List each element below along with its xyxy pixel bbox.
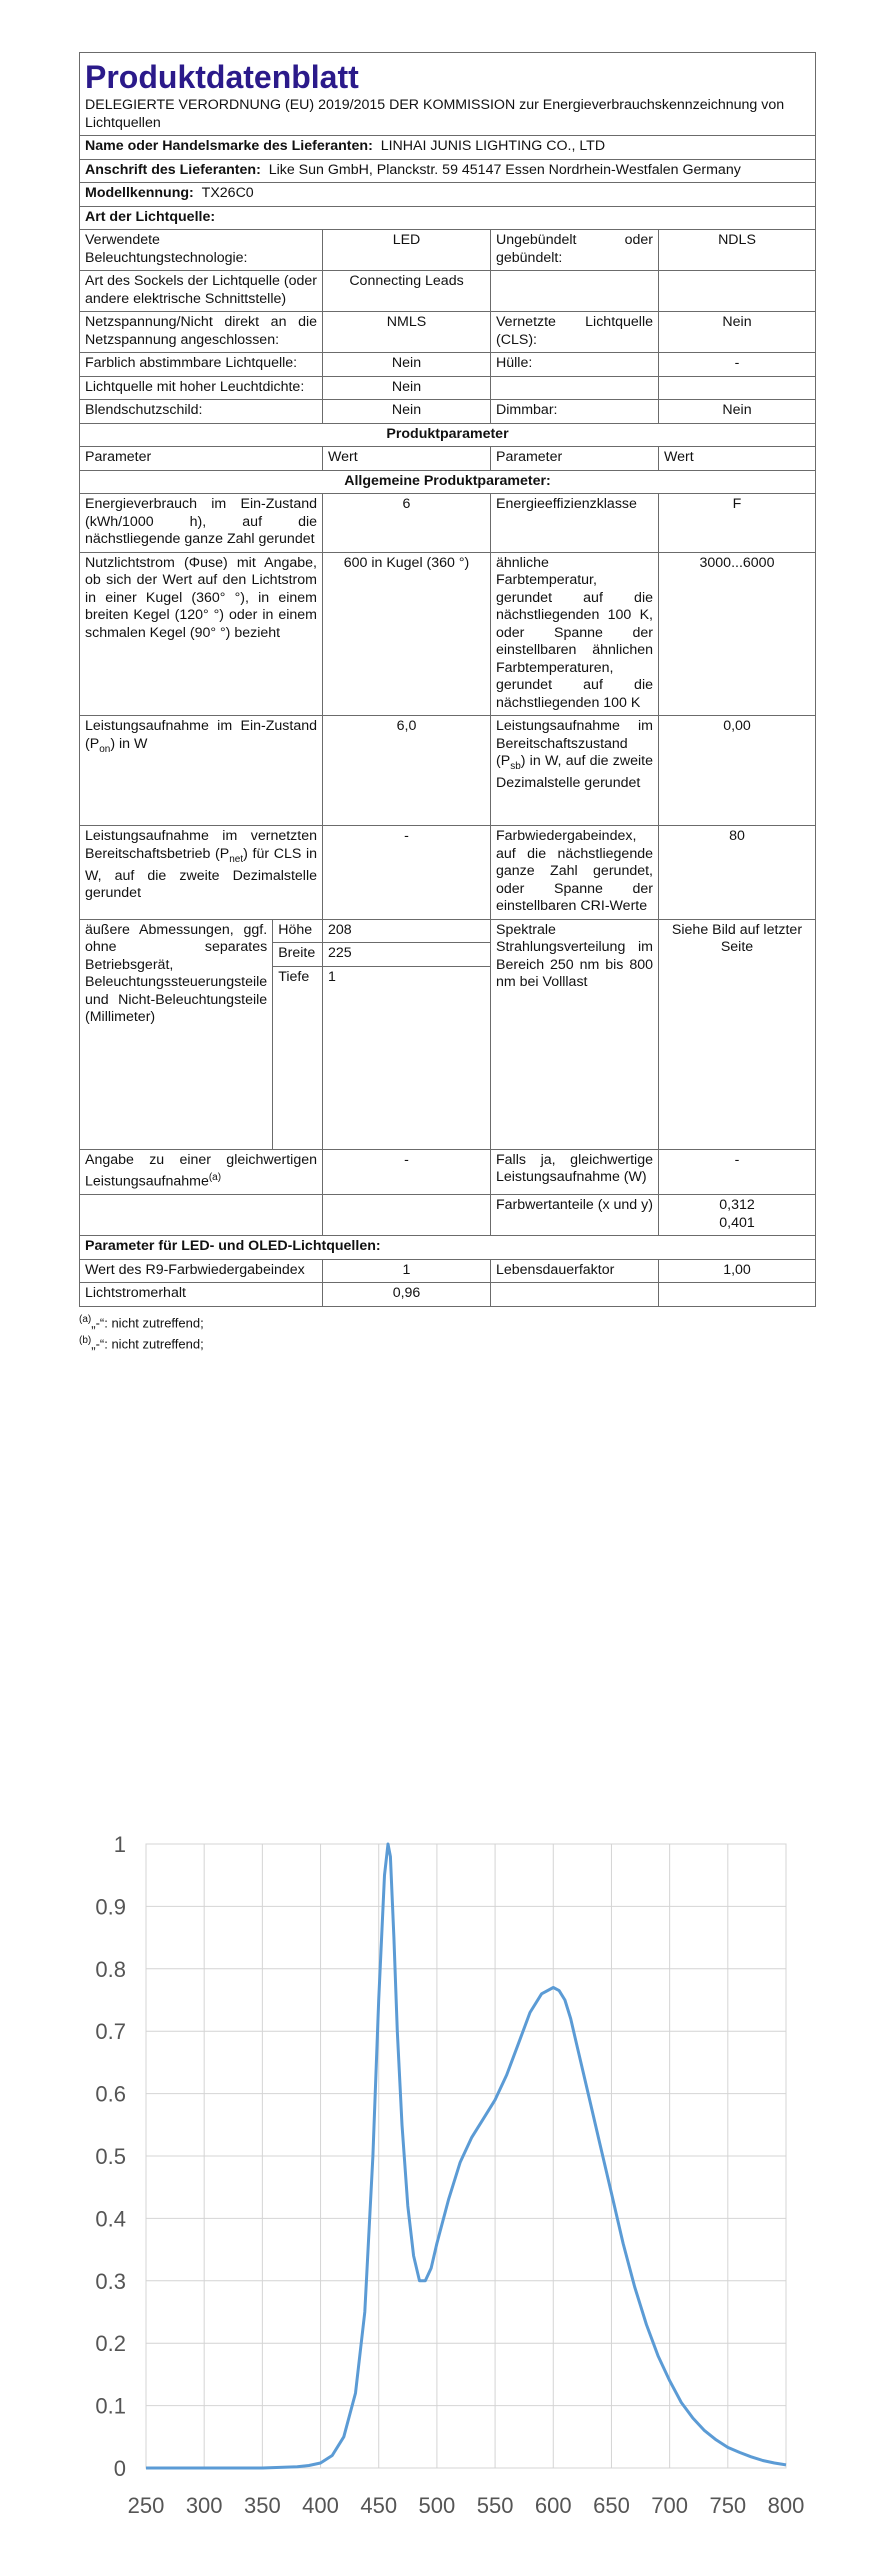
antiglare-label: Blendschutzschild: xyxy=(80,400,323,424)
chroma-label: Farbwertanteile (x und y) xyxy=(491,1195,659,1236)
mains-label: Netzspannung/Nicht direkt an die Netzspannung angeschlossen: xyxy=(80,312,323,353)
led-heading-row xyxy=(80,1236,816,1260)
eff-class-value: F xyxy=(659,494,816,553)
p-sb-label: Leistungsaufnahme im Bereitschaftszustand $(P_{sb})$ in W, auf die zweite Dezimalstelle gerundet xyxy=(491,716,659,826)
datasheet xyxy=(79,52,815,1353)
p-net-label: Leistungsaufnahme im vernetzten Bereitschaftsbetrieb $(P_{net})$ für CLS in W, auf die zweite Dezimalstelle gerundet xyxy=(80,826,323,920)
supplier-address-value: Like Sun GmbH, Planckstr. 59 45147 Essen Nordrhein-Westfalen Germany xyxy=(268,161,741,178)
flux-value: 600 in Kugel (360 °) xyxy=(323,552,491,716)
dimensions-cell xyxy=(80,919,323,1149)
r9-value: 1 xyxy=(323,1259,491,1283)
cri-label: Farbwiedergabeindex, auf die nächstliegende ganze Zahl gerundet, oder Spanne der einstellbaren CRI-Werte xyxy=(491,826,659,920)
height-label: Höhe xyxy=(273,920,322,943)
page-title: Produktdatenblatt xyxy=(85,59,359,95)
x-tick-label: 550 xyxy=(476,2493,514,2518)
high-luminance-label: Lichtquelle mit hoher Leuchtdichte: xyxy=(80,376,323,400)
table-row xyxy=(80,716,816,826)
y-tick-label: 0.6 xyxy=(95,2081,126,2107)
dimensions-table xyxy=(80,920,322,1149)
socket-label: Art des Sockels der Lichtquelle (oder andere elektrische Schnittstelle) xyxy=(80,271,323,312)
tech-value: LED xyxy=(323,230,491,271)
cls-value: Nein xyxy=(659,312,816,353)
table-row xyxy=(80,353,816,377)
table-row xyxy=(80,1259,816,1283)
tech-label: Verwendete Beleuchtungstechnologie: xyxy=(80,230,323,271)
cls-label: Vernetzte Lichtquelle (CLS): xyxy=(491,312,659,353)
light-source-heading-row xyxy=(80,206,816,230)
chroma-x-value: 0,312 xyxy=(719,1197,755,1214)
col-param-header-2: Parameter xyxy=(491,447,659,471)
high-luminance-value: Nein xyxy=(323,376,491,400)
spectral-distribution-chart xyxy=(0,1818,896,2560)
x-tick-label: 250 xyxy=(127,2493,165,2518)
table-row xyxy=(80,271,816,312)
x-tick-label: 500 xyxy=(418,2493,456,2518)
dimensions-label: äußere Abmessungen, ggf. ohne separates Betriebsgerät, Beleuchtungssteuerungsteile und Nicht-Beleuchtungsteile (Millimeter) xyxy=(80,920,273,1149)
colour-tunable-label: Farblich abstimmbare Lichtquelle: xyxy=(80,353,323,377)
footnote-a: $^{(a)}$„-“: nicht zutreffend; xyxy=(79,1313,204,1331)
width-value: 225 xyxy=(323,943,490,967)
unbundled-label: Ungebündelt oder gebündelt: xyxy=(491,230,659,271)
table-row xyxy=(80,494,816,553)
y-tick-label: 0.3 xyxy=(95,2268,126,2294)
x-tick-label: 750 xyxy=(709,2493,747,2518)
table-row xyxy=(80,376,816,400)
equiv-if-label: Falls ja, gleichwertige Leistungsaufnahme (W) xyxy=(491,1149,659,1195)
table-row xyxy=(80,400,816,424)
lumen-maint-label: Lichtstromerhalt xyxy=(80,1283,323,1307)
footnote-b: $^{(b)}$„-“: nicht zutreffend; xyxy=(79,1335,204,1352)
regulation-subtitle: DELEGIERTE VERORDNUNG (EU) 2019/2015 DER KOMMISSION zur Energieverbrauchskennzeichnung von Lichtquellen xyxy=(85,97,785,131)
led-heading: Parameter für LED- und OLED-Lichtquellen: xyxy=(80,1236,816,1260)
params-heading: Produktparameter xyxy=(80,423,816,447)
p-sb-value: 0,00 xyxy=(659,716,816,826)
table-row xyxy=(80,919,816,1149)
x-tick-label: 300 xyxy=(185,2493,223,2518)
p-net-value: - xyxy=(323,826,491,920)
y-tick-label: 0.5 xyxy=(95,2144,126,2169)
table-row xyxy=(80,826,816,920)
y-tick-label: 0.2 xyxy=(95,2331,126,2357)
energy-on-value: 6 xyxy=(323,494,491,553)
x-tick-label: 450 xyxy=(360,2493,398,2518)
y-tick-label: 0.4 xyxy=(95,2206,126,2232)
colour-tunable-value: Nein xyxy=(323,353,491,377)
r9-label: Wert des R9-Farbwiedergabeindex xyxy=(80,1259,323,1283)
cri-value: 80 xyxy=(659,826,816,920)
depth-value: 1 xyxy=(328,968,336,985)
table-row xyxy=(80,552,816,716)
equiv-label: Angabe zu einer gleichwertigen Leistungsaufnahme$^{(a)}$ xyxy=(80,1149,323,1195)
p-on-value: 6,0 xyxy=(323,716,491,826)
unbundled-value: NDLS xyxy=(659,230,816,271)
supplier-name-value: LINHAI JUNIS LIGHTING CO., LTD xyxy=(380,138,606,154)
table-row xyxy=(80,1149,816,1195)
x-tick-label: 600 xyxy=(534,2493,572,2518)
supplier-address-row xyxy=(80,159,816,183)
chart-tick-labels xyxy=(95,1832,804,2518)
header-row xyxy=(80,53,816,136)
depth-label: Tiefe xyxy=(278,968,310,985)
survival-label: Lebensdauerfaktor xyxy=(491,1259,659,1283)
socket-value: Connecting Leads xyxy=(323,271,491,312)
general-params-heading: Allgemeine Produktparameter: xyxy=(80,470,816,494)
spd-label: Spektrale Strahlungsverteilung im Bereich 250 nm bis 800 nm bei Volllast xyxy=(491,919,659,1149)
column-header-row xyxy=(80,447,816,471)
x-tick-label: 650 xyxy=(593,2493,630,2518)
equiv-if-value: - xyxy=(659,1149,816,1195)
footnotes xyxy=(79,1311,815,1354)
col-param-header: Parameter xyxy=(80,447,323,471)
supplier-address-label: Anschrift des Lieferanten: xyxy=(85,161,261,178)
table-row xyxy=(80,1195,816,1236)
lumen-maint-value: 0,96 xyxy=(323,1283,491,1307)
table-row xyxy=(80,230,816,271)
x-tick-label: 800 xyxy=(767,2493,805,2518)
col-value-header-2: Wert xyxy=(659,447,816,471)
y-tick-label: 0.9 xyxy=(95,1894,126,1920)
supplier-name-row xyxy=(80,136,816,160)
x-tick-label: 400 xyxy=(302,2493,339,2518)
dimmable-value: Nein xyxy=(659,400,816,424)
dimensions-values-cell xyxy=(323,919,491,1149)
model-value: TX26C0 xyxy=(201,185,254,201)
antiglare-value: Nein xyxy=(323,400,491,424)
y-tick-label: 0.1 xyxy=(95,2393,126,2419)
header-cell xyxy=(80,53,816,136)
table-row xyxy=(80,312,816,353)
envelope-value: - xyxy=(659,353,816,377)
general-heading-row xyxy=(80,470,816,494)
params-heading-row xyxy=(80,423,816,447)
dimmable-label: Dimmbar: xyxy=(491,400,659,424)
model-row xyxy=(80,183,816,207)
energy-on-label: Energieverbrauch im Ein-Zustand (kWh/1000 h), auf die nächstliegende ganze Zahl gerundet xyxy=(80,494,323,553)
chroma-y-value: 0,401 xyxy=(719,1214,755,1231)
spd-value: Siehe Bild auf letzter Seite xyxy=(659,919,816,1149)
model-label: Modellkennung: xyxy=(85,185,194,201)
chroma-value xyxy=(659,1195,816,1236)
equiv-value: - xyxy=(323,1149,491,1195)
flux-label: Nutzlichtstrom (Φuse) mit Angabe, ob sich der Wert auf den Lichtstrom in einer Kugel (360° °), in einem breiten Kegel (120° °) oder in einem schmalen Kegel (90° °) bezieht xyxy=(80,552,323,716)
supplier-name-label: Name oder Handelsmarke des Lieferanten: xyxy=(85,138,373,154)
y-tick-label: 0.7 xyxy=(95,2019,126,2045)
cct-value: 3000...6000 xyxy=(659,552,816,716)
col-value-header: Wert xyxy=(323,447,491,471)
x-tick-label: 350 xyxy=(244,2493,281,2518)
light-source-heading: Art der Lichtquelle: xyxy=(80,206,816,230)
width-label: Breite xyxy=(273,943,322,967)
y-tick-label: 1 xyxy=(113,1832,126,1857)
eff-class-label: Energieeffizienzklasse xyxy=(491,494,659,553)
cct-label: ähnliche Farbtemperatur, gerundet auf die nächstliegenden 100 K, oder Spanne der einstellbaren ähnlichen Farbtemperaturen, gerundet auf die nächstliegenden 100 K xyxy=(491,552,659,716)
x-tick-label: 700 xyxy=(651,2493,688,2518)
table-row xyxy=(80,1283,816,1307)
product-data-table xyxy=(79,52,816,1307)
y-tick-label: 0.8 xyxy=(95,1956,126,1982)
y-tick-label: 0 xyxy=(113,2456,126,2481)
mains-value: NMLS xyxy=(323,312,491,353)
height-value: 208 xyxy=(323,920,490,944)
p-on-label: Leistungsaufnahme im Ein-Zustand $(P_{on})$ in W xyxy=(80,716,323,826)
survival-value: 1,00 xyxy=(659,1259,816,1283)
envelope-label: Hülle: xyxy=(491,353,659,377)
chart-grid xyxy=(146,1844,786,2468)
